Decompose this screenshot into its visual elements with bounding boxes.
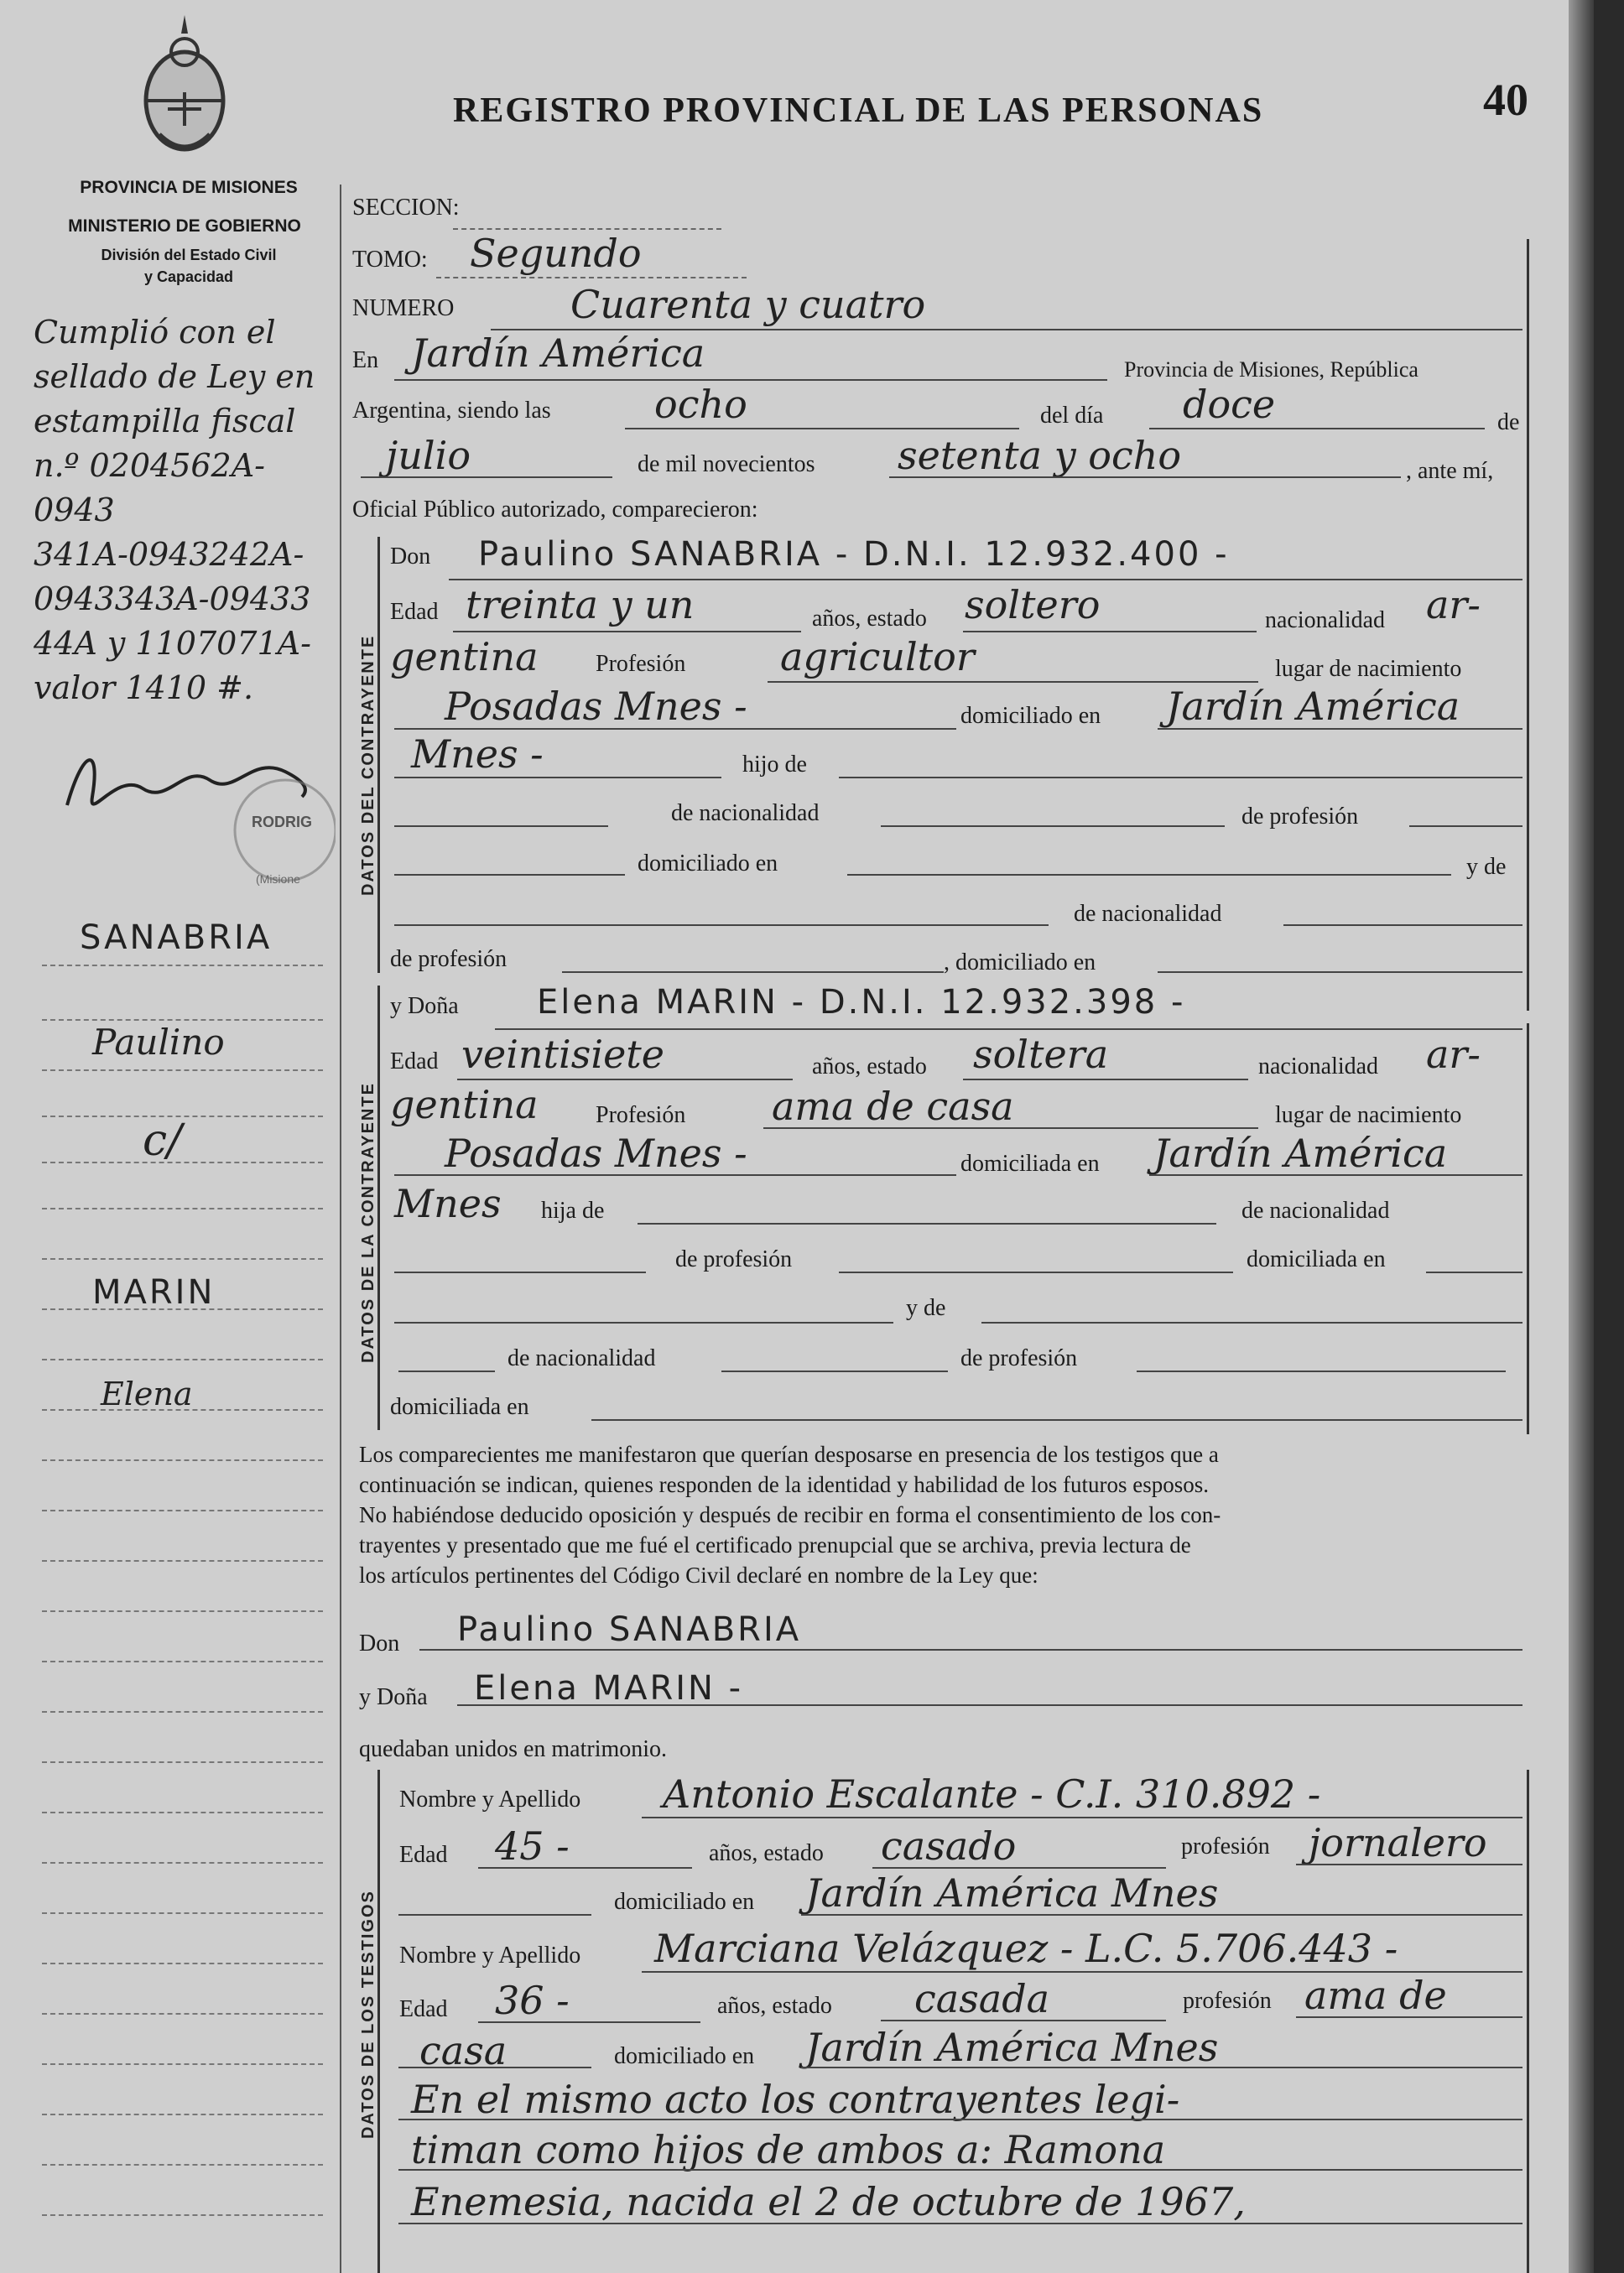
testigo-1-domicilio-value: Jardín América Mnes xyxy=(805,1870,1219,1916)
form-underline xyxy=(763,1127,1258,1129)
declaration-paragraph: Los comparecientes me manifestaron que querían desposarse en presencia de los testigos que a continuación se indican, quienes responden de la identidad y habilidad de los futuros esposos. No habiéndose deducido oposición y después de recibir en forma el consentimiento de los con- trayentes y presentado que me fué el certificado prenupcial que se archiva, previa lectura de los artículos pertinentes del Código Civil declaré en nombre de la Ley que: xyxy=(359,1442,1221,1588)
estado-2-value: soltera xyxy=(973,1032,1109,1077)
form-underline xyxy=(398,2223,1522,2224)
form-underline xyxy=(42,1963,323,1964)
contrayente-1-label: DATOS DEL CONTRAYENTE xyxy=(359,634,377,896)
form-underline xyxy=(449,579,1522,580)
form-underline xyxy=(42,1812,323,1813)
margin-stamp-note: Cumplió con el sellado de Ley en estampilla fiscal n.º 0204562A-0943 341A-0943242A- 0943343A-09433 44A y 1107071A- valor 1410 #. xyxy=(34,314,315,706)
domiciliada-2-label: domiciliada en xyxy=(960,1151,1100,1177)
del-dia-label: del día xyxy=(1040,403,1104,429)
form-underline xyxy=(42,2164,323,2166)
edad-2-value: veintisiete xyxy=(461,1032,664,1077)
province-heading: PROVINCIA DE MISIONES xyxy=(80,178,298,197)
form-underline xyxy=(361,476,612,478)
form-underline xyxy=(42,1162,323,1163)
lugar-2-value: Posadas Mnes - xyxy=(445,1131,747,1176)
form-underline xyxy=(1158,728,1522,730)
domiciliado-1-label: domiciliado en xyxy=(960,703,1101,729)
testigo-1-profesion-value: jornalero xyxy=(1309,1820,1487,1865)
edad-2-label: Edad xyxy=(390,1048,439,1074)
profesion-madre-2-label: de profesión xyxy=(960,1345,1078,1371)
form-underline xyxy=(1409,825,1522,827)
form-underline xyxy=(768,681,1258,683)
domicilio-madre-2-label: domiciliada en xyxy=(390,1394,529,1420)
form-underline xyxy=(638,1223,1216,1225)
nacionalidad-1b-value: gentina xyxy=(390,634,539,679)
coat-of-arms-icon xyxy=(134,8,235,164)
form-underline xyxy=(394,825,608,827)
testigo-2-estado-value: casada xyxy=(914,1976,1050,2021)
domicilio-1b-value: Mnes - xyxy=(411,731,544,777)
note-line-2: timan como hijos de ambos a: Ramona xyxy=(411,2127,1166,2172)
domicilio-1a-value: Jardín América xyxy=(1166,684,1460,729)
form-underline xyxy=(881,825,1225,827)
form-underline xyxy=(42,1761,323,1763)
nacionalidad-2-label: nacionalidad xyxy=(1258,1053,1379,1079)
testigo-1-edad-label: Edad xyxy=(399,1842,448,1868)
ministry-heading: MINISTERIO DE GOBIERNO xyxy=(68,216,301,236)
testigo-1-profesion-label: profesión xyxy=(1181,1833,1270,1859)
form-underline xyxy=(478,2021,700,2023)
form-underline xyxy=(591,1419,1522,1421)
form-underline xyxy=(42,1258,323,1260)
y-de-2-label: y de xyxy=(906,1295,946,1321)
form-underline xyxy=(457,1704,1522,1706)
testigo-2-profesion-label: profesión xyxy=(1183,1988,1272,2014)
division-heading: División del Estado Civil xyxy=(101,247,277,263)
form-underline xyxy=(398,2169,1522,2171)
form-underline xyxy=(42,1069,323,1071)
form-underline xyxy=(42,1359,323,1360)
form-underline xyxy=(981,1322,1522,1324)
form-underline xyxy=(1426,1272,1522,1273)
tomo-label: TOMO: xyxy=(352,247,428,273)
form-underline xyxy=(394,1322,893,1324)
page-number: 40 xyxy=(1483,75,1528,125)
stamp-fragment-2: (Misione xyxy=(256,872,300,886)
lugar-nac-2-label: lugar de nacimiento xyxy=(1275,1102,1462,1128)
form-underline xyxy=(42,1560,323,1562)
nacionalidad-madre-label: de nacionalidad xyxy=(1074,901,1222,927)
testigo-2-estado-label: años, estado xyxy=(717,1993,832,2019)
dona-final-label: y Doña xyxy=(359,1684,428,1710)
form-underline xyxy=(1296,1864,1522,1865)
form-underline xyxy=(889,476,1401,478)
testigo-1-edad-value: 45 - xyxy=(495,1823,570,1869)
form-underline xyxy=(394,379,1107,381)
form-underline xyxy=(847,874,1451,876)
hora-value: ocho xyxy=(654,382,747,427)
form-underline xyxy=(839,777,1522,778)
de-label: de xyxy=(1497,409,1520,435)
margin-name-1: Paulino xyxy=(92,1022,225,1063)
form-underline xyxy=(398,1914,591,1916)
form-underline xyxy=(478,1867,692,1869)
form-underline xyxy=(839,1272,1233,1273)
form-underline xyxy=(42,1459,323,1461)
profesion-1-label: Profesión xyxy=(596,651,686,677)
testigo-2-edad-label: Edad xyxy=(399,1996,448,2022)
don-final-value: Paulino SANABRIA xyxy=(457,1610,802,1649)
edad-1-label: Edad xyxy=(390,599,439,625)
form-underline xyxy=(42,2063,323,2065)
nacionalidad-madre-2-label: de nacionalidad xyxy=(508,1345,656,1371)
profesion-2-label: Profesión xyxy=(596,1102,686,1128)
form-underline xyxy=(42,1711,323,1713)
lugar-nac-1-label: lugar de nacimiento xyxy=(1275,656,1462,682)
form-underline xyxy=(42,965,323,966)
testigo-1-nombre-label: Nombre y Apellido xyxy=(399,1787,581,1813)
profesion-padre-2-label: de profesión xyxy=(675,1246,793,1272)
margin-surname-1: SANABRIA xyxy=(80,918,273,957)
testigo-2-edad-value: 36 - xyxy=(495,1978,570,2023)
form-underline xyxy=(42,1661,323,1662)
form-underline xyxy=(642,1817,1522,1818)
form-underline xyxy=(436,277,747,278)
form-underline xyxy=(394,1174,956,1176)
stamp-fragment: RODRIG xyxy=(252,814,312,830)
testigos-label: DATOS DE LOS TESTIGOS xyxy=(359,1890,377,2139)
form-underline xyxy=(457,1079,793,1080)
form-underline xyxy=(394,728,956,730)
seccion-label: SECCION: xyxy=(352,195,460,221)
anos-estado-2-label: años, estado xyxy=(812,1053,927,1079)
form-underline xyxy=(562,971,944,973)
right-border-bottom xyxy=(1527,1770,1529,2273)
don-label: Don xyxy=(390,544,431,570)
form-underline xyxy=(495,1028,1522,1030)
dona-final-value: Elena MARIN - xyxy=(474,1669,744,1708)
en-label: En xyxy=(352,347,379,373)
form-underline xyxy=(881,2020,1166,2021)
form-underline xyxy=(398,2067,591,2068)
nacionalidad-1a-value: ar- xyxy=(1426,582,1481,627)
form-underline xyxy=(394,924,1049,926)
form-underline xyxy=(801,1914,1522,1916)
don-final-label: Don xyxy=(359,1631,400,1657)
testigo-1-nombre-value: Antonio Escalante - C.I. 310.892 - xyxy=(663,1771,1321,1817)
numero-label: NUMERO xyxy=(352,295,455,321)
anos-estado-1-label: años, estado xyxy=(812,606,927,632)
domicilio-padre-2-label: domiciliada en xyxy=(1247,1246,1386,1272)
nacionalidad-2a-value: ar- xyxy=(1426,1032,1481,1077)
domicilio-2a-value: Jardín América xyxy=(1153,1131,1448,1176)
hija-de-label: hija de xyxy=(541,1198,605,1224)
form-underline xyxy=(872,1867,1166,1869)
lugar-1-value: Posadas Mnes - xyxy=(445,684,747,729)
estado-1-value: soltero xyxy=(965,582,1101,627)
nacionalidad-padre-label: de nacionalidad xyxy=(671,800,820,826)
profesion-padre-label: de profesión xyxy=(1241,804,1359,830)
dona-value: Elena MARIN - D.N.I. 12.932.398 - xyxy=(537,983,1186,1022)
right-border-top xyxy=(1527,239,1529,1011)
form-underline xyxy=(42,1208,323,1209)
testigo-2-nombre-label: Nombre y Apellido xyxy=(399,1943,581,1969)
nacionalidad-2b-value: gentina xyxy=(390,1082,539,1127)
y-dona-label: y Doña xyxy=(390,993,459,1019)
edad-1-value: treinta y un xyxy=(466,582,695,627)
form-underline xyxy=(1149,1174,1522,1176)
form-underline xyxy=(625,428,1019,429)
form-underline xyxy=(963,631,1257,632)
provincia-label: Provincia de Misiones, República xyxy=(1124,357,1418,382)
mil-novecientos-label: de mil novecientos xyxy=(638,451,815,477)
form-underline xyxy=(398,2119,1522,2120)
margin-divider xyxy=(340,185,341,2273)
form-underline xyxy=(394,777,721,778)
note-line-3: Enemesia, nacida el 2 de octubre de 1967, xyxy=(411,2179,1246,2224)
division-heading-2: y Capacidad xyxy=(143,268,234,285)
en-value: Jardín América xyxy=(411,330,705,376)
form-underline xyxy=(1137,1371,1506,1372)
oficial-label: Oficial Público autorizado, comparecieron: xyxy=(352,497,758,523)
numero-value: Cuarenta y cuatro xyxy=(570,282,926,327)
profesion-1-value: agricultor xyxy=(780,634,975,679)
anio-value: setenta y ocho xyxy=(898,433,1182,478)
form-underline xyxy=(42,1912,323,1914)
testigo-2-profesion-a-value: ama de xyxy=(1304,1973,1447,2018)
form-underline xyxy=(42,1862,323,1864)
testigo-1-estado-label: años, estado xyxy=(709,1840,824,1866)
hijo-de-label: hijo de xyxy=(742,752,807,778)
form-underline xyxy=(1296,2016,1522,2018)
quedaban-label: quedaban unidos en matrimonio. xyxy=(359,1736,668,1762)
form-underline xyxy=(42,2013,323,2015)
dia-value: doce xyxy=(1183,382,1276,427)
form-underline xyxy=(42,1610,323,1612)
form-underline xyxy=(42,2114,323,2115)
profesion-madre-label: de profesión xyxy=(390,946,508,972)
domicilio-2b-value: Mnes xyxy=(394,1181,502,1226)
form-underline xyxy=(394,1272,646,1273)
ante-mi-label: , ante mí, xyxy=(1406,458,1494,484)
form-underline xyxy=(963,1079,1248,1080)
form-underline xyxy=(801,2067,1522,2068)
tomo-value: Segundo xyxy=(470,231,642,276)
profesion-2-value: ama de casa xyxy=(772,1084,1014,1129)
testigo-2-nombre-value: Marciana Velázquez - L.C. 5.706.443 - xyxy=(654,1926,1398,1971)
form-underline xyxy=(42,1019,323,1021)
form-underline xyxy=(398,1371,495,1372)
form-underline xyxy=(453,228,721,230)
margin-name-2: Elena xyxy=(101,1376,193,1412)
form-underline xyxy=(453,631,801,632)
contrayente-2-label: DATOS DE LA CONTRAYENTE xyxy=(359,1082,377,1363)
right-border-mid xyxy=(1527,1023,1529,1434)
nacionalidad-padre-2-label: de nacionalidad xyxy=(1241,1198,1390,1224)
mes-value: julio xyxy=(386,433,471,478)
form-underline xyxy=(419,1649,1522,1651)
domicilio-madre-label: , domiciliado en xyxy=(944,949,1096,975)
form-underline xyxy=(1149,428,1485,429)
form-underline xyxy=(1158,971,1522,973)
document-title: REGISTRO PROVINCIAL DE LAS PERSONAS xyxy=(453,91,1264,130)
form-underline xyxy=(1283,924,1522,926)
margin-connector: c/ xyxy=(143,1116,182,1166)
argentina-label: Argentina, siendo las xyxy=(352,398,551,424)
form-underline xyxy=(394,874,625,876)
testigo-1-domicilio-label: domiciliado en xyxy=(614,1889,755,1915)
form-underline xyxy=(721,1371,948,1372)
testigo-2-domicilio-label: domiciliado en xyxy=(614,2043,755,2069)
note-line-1: En el mismo acto los contrayentes legi- xyxy=(411,2077,1180,2122)
form-underline xyxy=(42,1116,323,1117)
nacionalidad-1-label: nacionalidad xyxy=(1265,607,1386,633)
form-underline xyxy=(42,1510,323,1511)
don-value: Paulino SANABRIA - D.N.I. 12.932.400 - xyxy=(478,535,1230,574)
testigo-2-domicilio-value: Jardín América Mnes xyxy=(805,2025,1219,2070)
form-underline xyxy=(42,2214,323,2216)
domicilio-padre-label: domiciliado en xyxy=(638,850,778,876)
testigo-2-profesion-b-value: casa xyxy=(419,2028,508,2073)
margin-surname-2: MARIN xyxy=(92,1273,216,1312)
testigo-1-estado-value: casado xyxy=(881,1823,1017,1869)
y-de-label: y de xyxy=(1466,854,1507,880)
